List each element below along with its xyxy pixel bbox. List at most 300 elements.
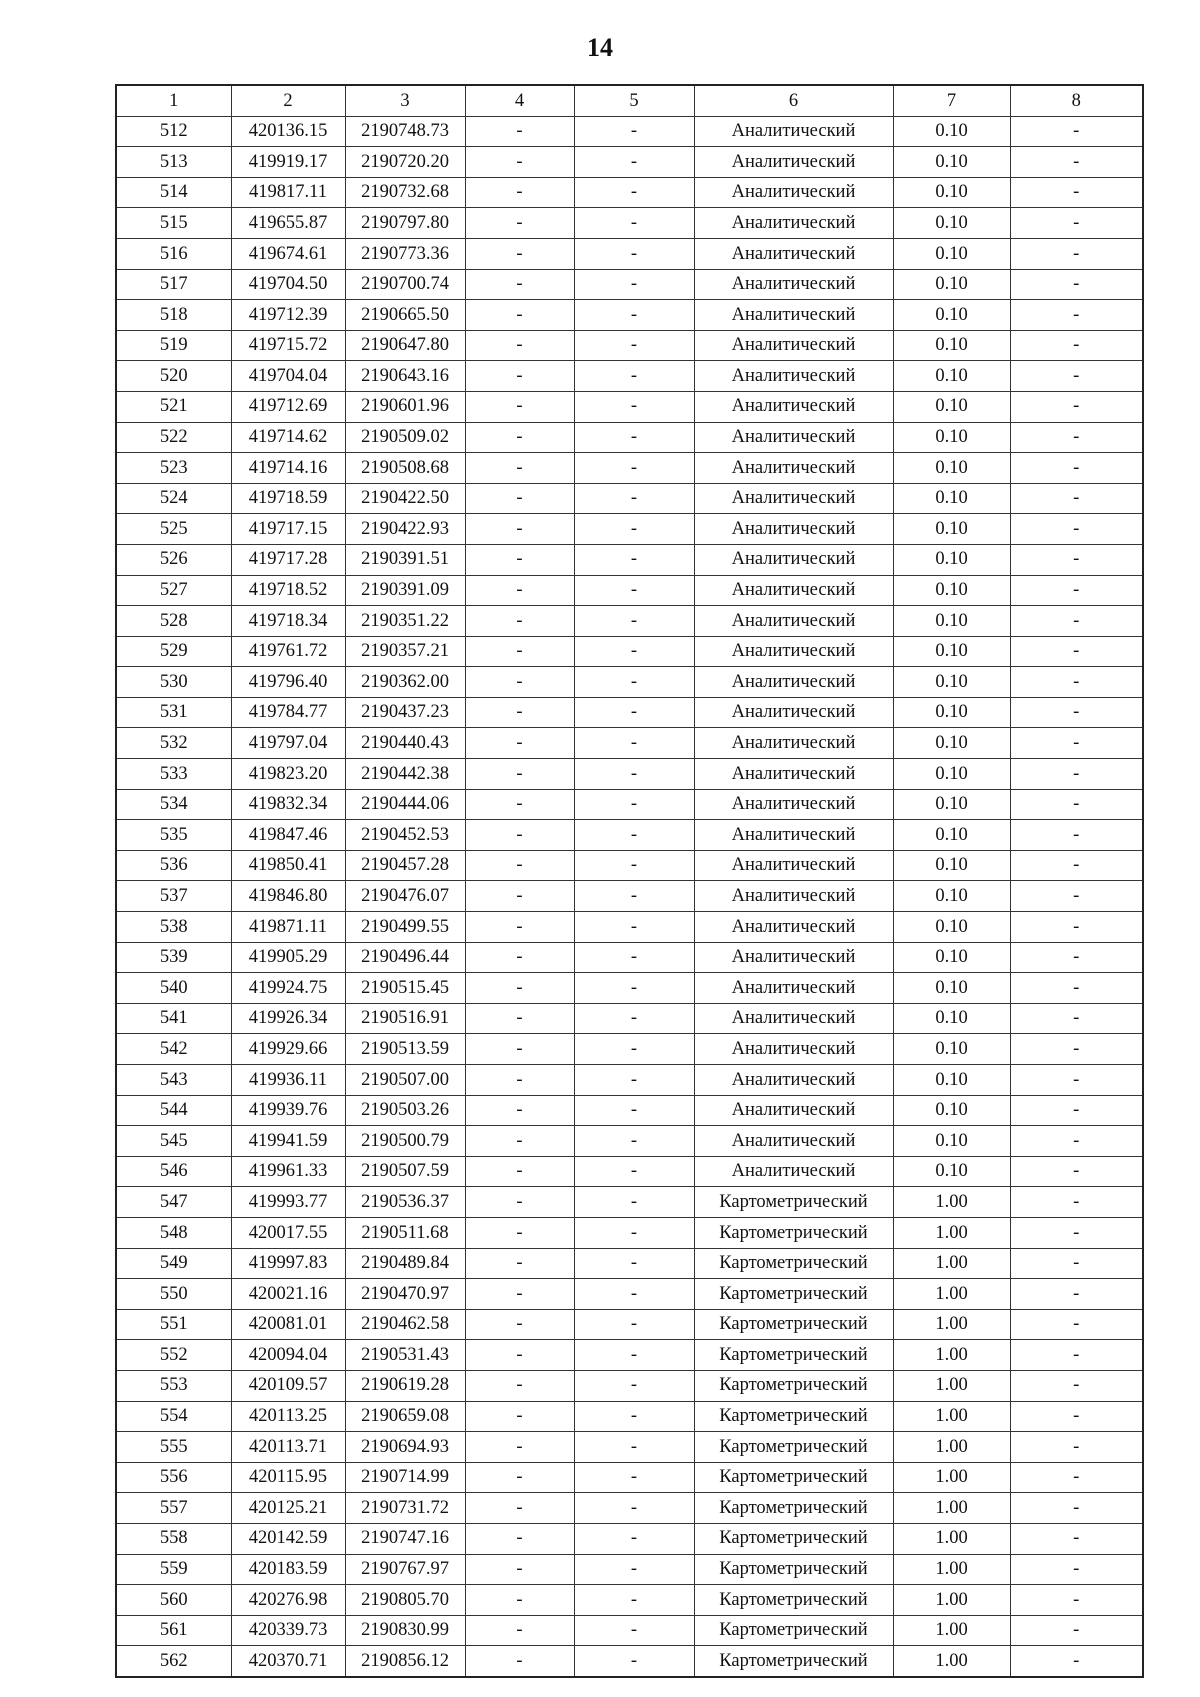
table-cell: - xyxy=(1010,269,1143,300)
table-cell: 2190442.38 xyxy=(345,759,465,790)
table-row xyxy=(116,881,1143,912)
table-row xyxy=(116,606,1143,637)
table-body xyxy=(116,116,1143,1677)
table-cell: 419712.39 xyxy=(231,300,345,331)
table-row xyxy=(116,1187,1143,1218)
table-cell: - xyxy=(1010,881,1143,912)
table-cell: 0.10 xyxy=(893,330,1010,361)
table-cell: - xyxy=(1010,728,1143,759)
table-cell: 419926.34 xyxy=(231,1003,345,1034)
table-cell: Аналитический xyxy=(694,147,893,178)
table-cell: - xyxy=(465,1370,574,1401)
table-cell: - xyxy=(574,759,694,790)
table-cell: 2190391.09 xyxy=(345,575,465,606)
table-cell: 0.10 xyxy=(893,697,1010,728)
table-cell: 535 xyxy=(116,820,231,851)
table-cell: - xyxy=(465,575,574,606)
table-cell: 2190357.21 xyxy=(345,636,465,667)
table-cell: - xyxy=(574,1065,694,1096)
table-row xyxy=(116,361,1143,392)
table-cell: 419846.80 xyxy=(231,881,345,912)
table-cell: 546 xyxy=(116,1156,231,1187)
table-cell: 2190437.23 xyxy=(345,697,465,728)
table-cell: - xyxy=(465,269,574,300)
table-cell: - xyxy=(574,667,694,698)
table-cell: - xyxy=(1010,391,1143,422)
table-cell: - xyxy=(465,1279,574,1310)
table-row xyxy=(116,759,1143,790)
table-row xyxy=(116,116,1143,147)
table-cell: Картометрический xyxy=(694,1554,893,1585)
table-cell: - xyxy=(574,544,694,575)
table-cell: - xyxy=(465,606,574,637)
table-cell: 419718.59 xyxy=(231,483,345,514)
table-cell: Аналитический xyxy=(694,208,893,239)
table-cell: - xyxy=(1010,116,1143,147)
table-cell: Аналитический xyxy=(694,1065,893,1096)
table-row xyxy=(116,177,1143,208)
table-cell: Аналитический xyxy=(694,1034,893,1065)
table-cell: Картометрический xyxy=(694,1615,893,1646)
table-cell: 2190619.28 xyxy=(345,1370,465,1401)
table-cell: 2190422.50 xyxy=(345,483,465,514)
table-cell: - xyxy=(1010,1462,1143,1493)
table-cell: - xyxy=(574,1279,694,1310)
table-row xyxy=(116,789,1143,820)
table-cell: Аналитический xyxy=(694,391,893,422)
table-cell: - xyxy=(465,514,574,545)
table-cell: - xyxy=(1010,973,1143,1004)
table-cell: 2190496.44 xyxy=(345,942,465,973)
table-cell: 419961.33 xyxy=(231,1156,345,1187)
table-cell: 419704.50 xyxy=(231,269,345,300)
table-cell: - xyxy=(574,177,694,208)
table-cell: 2190773.36 xyxy=(345,238,465,269)
table-row xyxy=(116,1585,1143,1616)
table-row xyxy=(116,483,1143,514)
table-cell: - xyxy=(465,391,574,422)
table-cell: 1.00 xyxy=(893,1615,1010,1646)
table-cell: Аналитический xyxy=(694,422,893,453)
table-cell: - xyxy=(465,116,574,147)
table-cell: 1.00 xyxy=(893,1401,1010,1432)
table-cell: 526 xyxy=(116,544,231,575)
table-cell: 1.00 xyxy=(893,1370,1010,1401)
table-row xyxy=(116,1432,1143,1463)
table-cell: 534 xyxy=(116,789,231,820)
table-cell: 419784.77 xyxy=(231,697,345,728)
table-cell: 0.10 xyxy=(893,116,1010,147)
table-cell: 0.10 xyxy=(893,1034,1010,1065)
table-cell: - xyxy=(1010,575,1143,606)
table-cell: 420370.71 xyxy=(231,1646,345,1677)
table-cell: Картометрический xyxy=(694,1523,893,1554)
table-cell: - xyxy=(574,575,694,606)
table-cell: - xyxy=(574,1432,694,1463)
table-cell: 553 xyxy=(116,1370,231,1401)
table-cell: 419924.75 xyxy=(231,973,345,1004)
table-cell: 0.10 xyxy=(893,636,1010,667)
table-cell: 0.10 xyxy=(893,422,1010,453)
table-cell: Картометрический xyxy=(694,1493,893,1524)
table-cell: - xyxy=(1010,300,1143,331)
table-row xyxy=(116,1156,1143,1187)
table-cell: 419871.11 xyxy=(231,912,345,943)
table-cell: - xyxy=(465,1034,574,1065)
table-cell: 1.00 xyxy=(893,1523,1010,1554)
table-cell: 420094.04 xyxy=(231,1340,345,1371)
table-cell: - xyxy=(1010,1187,1143,1218)
column-header-3: 3 xyxy=(345,85,465,116)
table-cell: Аналитический xyxy=(694,1003,893,1034)
table-cell: - xyxy=(1010,1003,1143,1034)
table-cell: 2190643.16 xyxy=(345,361,465,392)
table-row xyxy=(116,238,1143,269)
table-cell: - xyxy=(465,300,574,331)
table-cell: 519 xyxy=(116,330,231,361)
table-row xyxy=(116,728,1143,759)
table-cell: 419715.72 xyxy=(231,330,345,361)
table-cell: 550 xyxy=(116,1279,231,1310)
table-cell: 419817.11 xyxy=(231,177,345,208)
table-cell: - xyxy=(574,453,694,484)
table-row xyxy=(116,942,1143,973)
table-cell: - xyxy=(574,606,694,637)
table-cell: 420276.98 xyxy=(231,1585,345,1616)
table-cell: 0.10 xyxy=(893,1065,1010,1096)
table-cell: 2190720.20 xyxy=(345,147,465,178)
table-cell: - xyxy=(465,1095,574,1126)
table-cell: Аналитический xyxy=(694,697,893,728)
table-cell: - xyxy=(1010,759,1143,790)
table-cell: - xyxy=(1010,636,1143,667)
table-cell: 0.10 xyxy=(893,881,1010,912)
table-cell: - xyxy=(1010,1554,1143,1585)
table-cell: 0.10 xyxy=(893,728,1010,759)
table-cell: - xyxy=(1010,942,1143,973)
table-cell: Картометрический xyxy=(694,1585,893,1616)
table-cell: 419674.61 xyxy=(231,238,345,269)
table-cell: Аналитический xyxy=(694,1126,893,1157)
table-cell: 2190508.68 xyxy=(345,453,465,484)
table-cell: 2190489.84 xyxy=(345,1248,465,1279)
table-cell: 419718.52 xyxy=(231,575,345,606)
table-cell: - xyxy=(574,697,694,728)
table-cell: 0.10 xyxy=(893,667,1010,698)
table-row xyxy=(116,1309,1143,1340)
table-row xyxy=(116,269,1143,300)
table-cell: 514 xyxy=(116,177,231,208)
table-cell: - xyxy=(574,789,694,820)
table-cell: 547 xyxy=(116,1187,231,1218)
table-row xyxy=(116,208,1143,239)
table-cell: - xyxy=(574,1401,694,1432)
table-row xyxy=(116,1065,1143,1096)
table-cell: - xyxy=(574,1034,694,1065)
table-cell: - xyxy=(1010,850,1143,881)
table-cell: 2190462.58 xyxy=(345,1309,465,1340)
table-cell: Аналитический xyxy=(694,483,893,514)
table-row xyxy=(116,575,1143,606)
table-cell: 2190500.79 xyxy=(345,1126,465,1157)
table-cell: - xyxy=(465,667,574,698)
table-cell: - xyxy=(1010,912,1143,943)
table-cell: - xyxy=(1010,1432,1143,1463)
table-cell: 0.10 xyxy=(893,391,1010,422)
table-cell: - xyxy=(1010,483,1143,514)
table-cell: Аналитический xyxy=(694,636,893,667)
table-cell: 1.00 xyxy=(893,1279,1010,1310)
table-cell: 419717.28 xyxy=(231,544,345,575)
table-cell: 2190440.43 xyxy=(345,728,465,759)
table-cell: 2190351.22 xyxy=(345,606,465,637)
table-cell: 2190805.70 xyxy=(345,1585,465,1616)
table-cell: - xyxy=(1010,1279,1143,1310)
table-cell: 539 xyxy=(116,942,231,973)
table-cell: 419717.15 xyxy=(231,514,345,545)
table-cell: 419939.76 xyxy=(231,1095,345,1126)
table-cell: - xyxy=(574,422,694,453)
table-cell: 0.10 xyxy=(893,942,1010,973)
table-cell: 419941.59 xyxy=(231,1126,345,1157)
table-cell: 0.10 xyxy=(893,759,1010,790)
table-cell: 420113.25 xyxy=(231,1401,345,1432)
table-cell: 0.10 xyxy=(893,544,1010,575)
table-cell: Картометрический xyxy=(694,1217,893,1248)
table-cell: - xyxy=(1010,1156,1143,1187)
table-cell: Аналитический xyxy=(694,728,893,759)
table-cell: 2190797.80 xyxy=(345,208,465,239)
table-cell: - xyxy=(465,208,574,239)
table-cell: 0.10 xyxy=(893,269,1010,300)
table-cell: 1.00 xyxy=(893,1493,1010,1524)
table-cell: - xyxy=(465,1156,574,1187)
table-cell: 530 xyxy=(116,667,231,698)
table-cell: 2190516.91 xyxy=(345,1003,465,1034)
table-cell: - xyxy=(1010,820,1143,851)
table-cell: - xyxy=(574,238,694,269)
table-cell: 419712.69 xyxy=(231,391,345,422)
table-cell: - xyxy=(465,1126,574,1157)
table-cell: 0.10 xyxy=(893,1126,1010,1157)
table-cell: 420142.59 xyxy=(231,1523,345,1554)
table-cell: - xyxy=(465,942,574,973)
table-row xyxy=(116,1523,1143,1554)
table-cell: - xyxy=(1010,147,1143,178)
table-cell: 2190714.99 xyxy=(345,1462,465,1493)
table-cell: - xyxy=(1010,667,1143,698)
table-cell: - xyxy=(574,300,694,331)
table-cell: 419929.66 xyxy=(231,1034,345,1065)
table-cell: 419850.41 xyxy=(231,850,345,881)
table-cell: 2190665.50 xyxy=(345,300,465,331)
table-cell: 0.10 xyxy=(893,820,1010,851)
table-cell: 1.00 xyxy=(893,1462,1010,1493)
table-cell: - xyxy=(465,1065,574,1096)
table-cell: - xyxy=(574,1217,694,1248)
table-cell: - xyxy=(574,1187,694,1218)
table-cell: 545 xyxy=(116,1126,231,1157)
table-cell: 531 xyxy=(116,697,231,728)
table-cell: 532 xyxy=(116,728,231,759)
table-cell: - xyxy=(465,1615,574,1646)
table-cell: - xyxy=(465,697,574,728)
table-cell: 1.00 xyxy=(893,1432,1010,1463)
table-cell: 2190470.97 xyxy=(345,1279,465,1310)
table-cell: 420109.57 xyxy=(231,1370,345,1401)
table-cell: - xyxy=(1010,1309,1143,1340)
table-cell: - xyxy=(1010,1646,1143,1677)
table-cell: 420081.01 xyxy=(231,1309,345,1340)
table-row xyxy=(116,973,1143,1004)
table-cell: - xyxy=(465,1340,574,1371)
table-row xyxy=(116,453,1143,484)
table-row xyxy=(116,1370,1143,1401)
column-header-6: 6 xyxy=(694,85,893,116)
table-cell: - xyxy=(465,1493,574,1524)
table-cell: 0.10 xyxy=(893,238,1010,269)
table-cell: Аналитический xyxy=(694,1095,893,1126)
table-header-row xyxy=(116,85,1143,116)
table-cell: Аналитический xyxy=(694,1156,893,1187)
table-cell: - xyxy=(574,1309,694,1340)
table-cell: 2190767.97 xyxy=(345,1554,465,1585)
table-cell: 544 xyxy=(116,1095,231,1126)
table-row xyxy=(116,1248,1143,1279)
table-cell: Аналитический xyxy=(694,575,893,606)
table-cell: - xyxy=(465,1432,574,1463)
table-row xyxy=(116,391,1143,422)
table-cell: Аналитический xyxy=(694,544,893,575)
table-cell: Аналитический xyxy=(694,789,893,820)
table-cell: 2190731.72 xyxy=(345,1493,465,1524)
table-cell: 0.10 xyxy=(893,912,1010,943)
coordinates-table xyxy=(115,84,1144,1678)
table-cell: - xyxy=(574,1462,694,1493)
table-cell: - xyxy=(574,147,694,178)
table-cell: Аналитический xyxy=(694,759,893,790)
table-cell: - xyxy=(465,1646,574,1677)
table-cell: 420021.16 xyxy=(231,1279,345,1310)
table-cell: - xyxy=(465,1217,574,1248)
table-cell: 0.10 xyxy=(893,147,1010,178)
table-cell: 0.10 xyxy=(893,514,1010,545)
table-cell: - xyxy=(465,238,574,269)
table-cell: - xyxy=(465,1462,574,1493)
table-cell: Аналитический xyxy=(694,942,893,973)
table-row xyxy=(116,422,1143,453)
table-cell: 419997.83 xyxy=(231,1248,345,1279)
table-cell: - xyxy=(465,728,574,759)
table-cell: 516 xyxy=(116,238,231,269)
table-cell: 538 xyxy=(116,912,231,943)
table-cell: - xyxy=(1010,697,1143,728)
table-cell: - xyxy=(1010,514,1143,545)
table-cell: 523 xyxy=(116,453,231,484)
table-row xyxy=(116,300,1143,331)
table-cell: - xyxy=(465,483,574,514)
table-cell: 561 xyxy=(116,1615,231,1646)
table-cell: - xyxy=(574,1615,694,1646)
table-cell: 2190601.96 xyxy=(345,391,465,422)
table-cell: - xyxy=(465,1187,574,1218)
table-cell: - xyxy=(1010,1065,1143,1096)
table-cell: - xyxy=(465,453,574,484)
table-cell: 1.00 xyxy=(893,1248,1010,1279)
table-cell: Аналитический xyxy=(694,269,893,300)
table-cell: Аналитический xyxy=(694,820,893,851)
table-cell: - xyxy=(465,759,574,790)
column-header-8: 8 xyxy=(1010,85,1143,116)
table-cell: 540 xyxy=(116,973,231,1004)
table-cell: 560 xyxy=(116,1585,231,1616)
table-cell: 0.10 xyxy=(893,973,1010,1004)
table-cell: - xyxy=(574,850,694,881)
table-cell: - xyxy=(1010,606,1143,637)
table-cell: - xyxy=(1010,177,1143,208)
table-row xyxy=(116,1401,1143,1432)
table-cell: 1.00 xyxy=(893,1309,1010,1340)
table-cell: 2190694.93 xyxy=(345,1432,465,1463)
table-cell: - xyxy=(574,1003,694,1034)
table-cell: 520 xyxy=(116,361,231,392)
table-cell: 557 xyxy=(116,1493,231,1524)
table-cell: 555 xyxy=(116,1432,231,1463)
table-cell: 529 xyxy=(116,636,231,667)
table-cell: 552 xyxy=(116,1340,231,1371)
table-cell: 1.00 xyxy=(893,1585,1010,1616)
table-cell: - xyxy=(574,912,694,943)
table-cell: - xyxy=(465,973,574,1004)
table-cell: Картометрический xyxy=(694,1646,893,1677)
table-cell: - xyxy=(465,544,574,575)
table-cell: - xyxy=(465,1554,574,1585)
column-header-4: 4 xyxy=(465,85,574,116)
table-cell: 554 xyxy=(116,1401,231,1432)
table-cell: 419993.77 xyxy=(231,1187,345,1218)
table-cell: 2190503.26 xyxy=(345,1095,465,1126)
table-cell: - xyxy=(574,1554,694,1585)
table-cell: - xyxy=(1010,1034,1143,1065)
table-cell: 2190659.08 xyxy=(345,1401,465,1432)
table-cell: 543 xyxy=(116,1065,231,1096)
table-cell: Картометрический xyxy=(694,1432,893,1463)
table-cell: 0.10 xyxy=(893,453,1010,484)
table-row xyxy=(116,667,1143,698)
table-cell: - xyxy=(465,820,574,851)
table-cell: 541 xyxy=(116,1003,231,1034)
table-row xyxy=(116,1615,1143,1646)
table-row xyxy=(116,1462,1143,1493)
table-row xyxy=(116,636,1143,667)
column-header-5: 5 xyxy=(574,85,694,116)
table-cell: 2190515.45 xyxy=(345,973,465,1004)
table-cell: 512 xyxy=(116,116,231,147)
table-cell: - xyxy=(574,728,694,759)
table-cell: - xyxy=(574,942,694,973)
table-row xyxy=(116,820,1143,851)
table-cell: 419796.40 xyxy=(231,667,345,698)
table-cell: - xyxy=(574,1523,694,1554)
table-row xyxy=(116,1217,1143,1248)
table-cell: Картометрический xyxy=(694,1370,893,1401)
table-cell: Картометрический xyxy=(694,1309,893,1340)
table-cell: - xyxy=(574,973,694,1004)
table-cell: 2190747.16 xyxy=(345,1523,465,1554)
table-cell: - xyxy=(574,881,694,912)
table-cell: 525 xyxy=(116,514,231,545)
table-cell: 562 xyxy=(116,1646,231,1677)
